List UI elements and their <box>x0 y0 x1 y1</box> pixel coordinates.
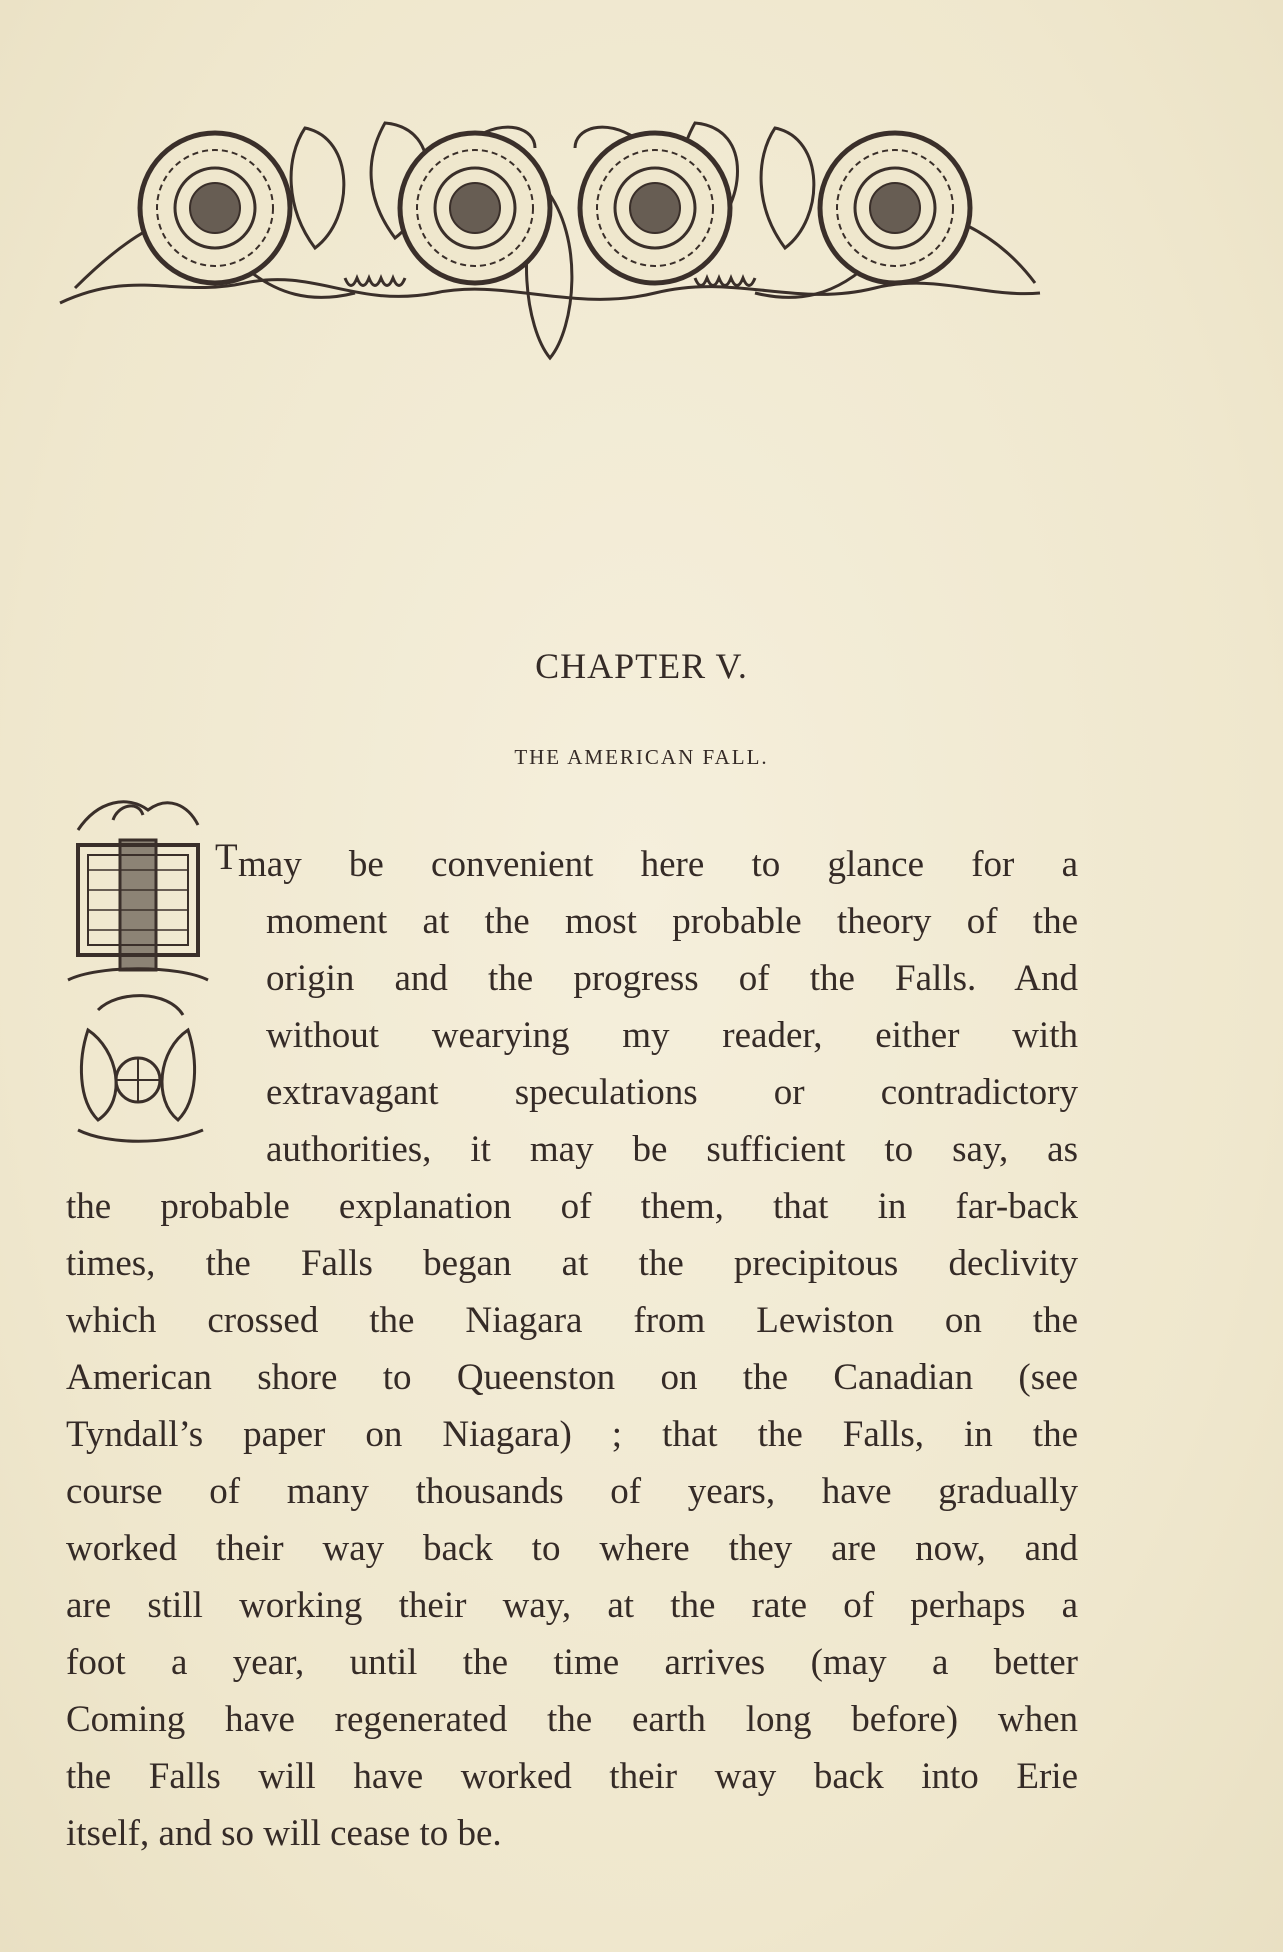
text-line: origin and the progress of the Falls. And <box>266 958 1078 999</box>
text-line: without wearying my reader, either with <box>266 1015 1078 1056</box>
text-line: times, the Falls began at the precipitous declivity <box>66 1243 1078 1284</box>
text-line: authorities, it may be sufficient to say, as <box>266 1129 1078 1170</box>
text-line: itself, and so will cease to be. <box>66 1813 502 1854</box>
text-line: are still working their way, at the rate of perhaps a <box>66 1585 1078 1626</box>
text-line: foot a year, until the time arrives (may a better <box>66 1642 1078 1683</box>
chapter-title: CHAPTER V. <box>535 646 748 686</box>
text-line: course of many thousands of years, have gradually <box>66 1471 1078 1512</box>
text-line: American shore to Queenston on the Canadian (see <box>66 1357 1078 1398</box>
body-paragraph <box>66 836 1078 1862</box>
text-line: extravagant speculations or contradictory <box>266 1072 1078 1113</box>
dropcap-letter: T <box>215 837 238 878</box>
text-line: the probable explanation of them, that in far-back <box>66 1186 1078 1227</box>
text-line: moment at the most probable theory of the <box>266 901 1078 942</box>
text-line: may be convenient here to glance for a <box>238 844 1078 885</box>
text-line: worked their way back to where they are now, and <box>66 1528 1078 1569</box>
section-title: THE AMERICAN FALL. <box>514 745 769 769</box>
text-line: Coming have regenerated the earth long before) when <box>66 1699 1078 1740</box>
sunflower-headpiece-icon <box>55 68 1055 368</box>
text-line: Tyndall’s paper on Niagara) ; that the Falls, in the <box>66 1414 1078 1455</box>
text-line: the Falls will have worked their way back into Erie <box>66 1756 1078 1797</box>
text-line: which crossed the Niagara from Lewiston on the <box>66 1300 1078 1341</box>
